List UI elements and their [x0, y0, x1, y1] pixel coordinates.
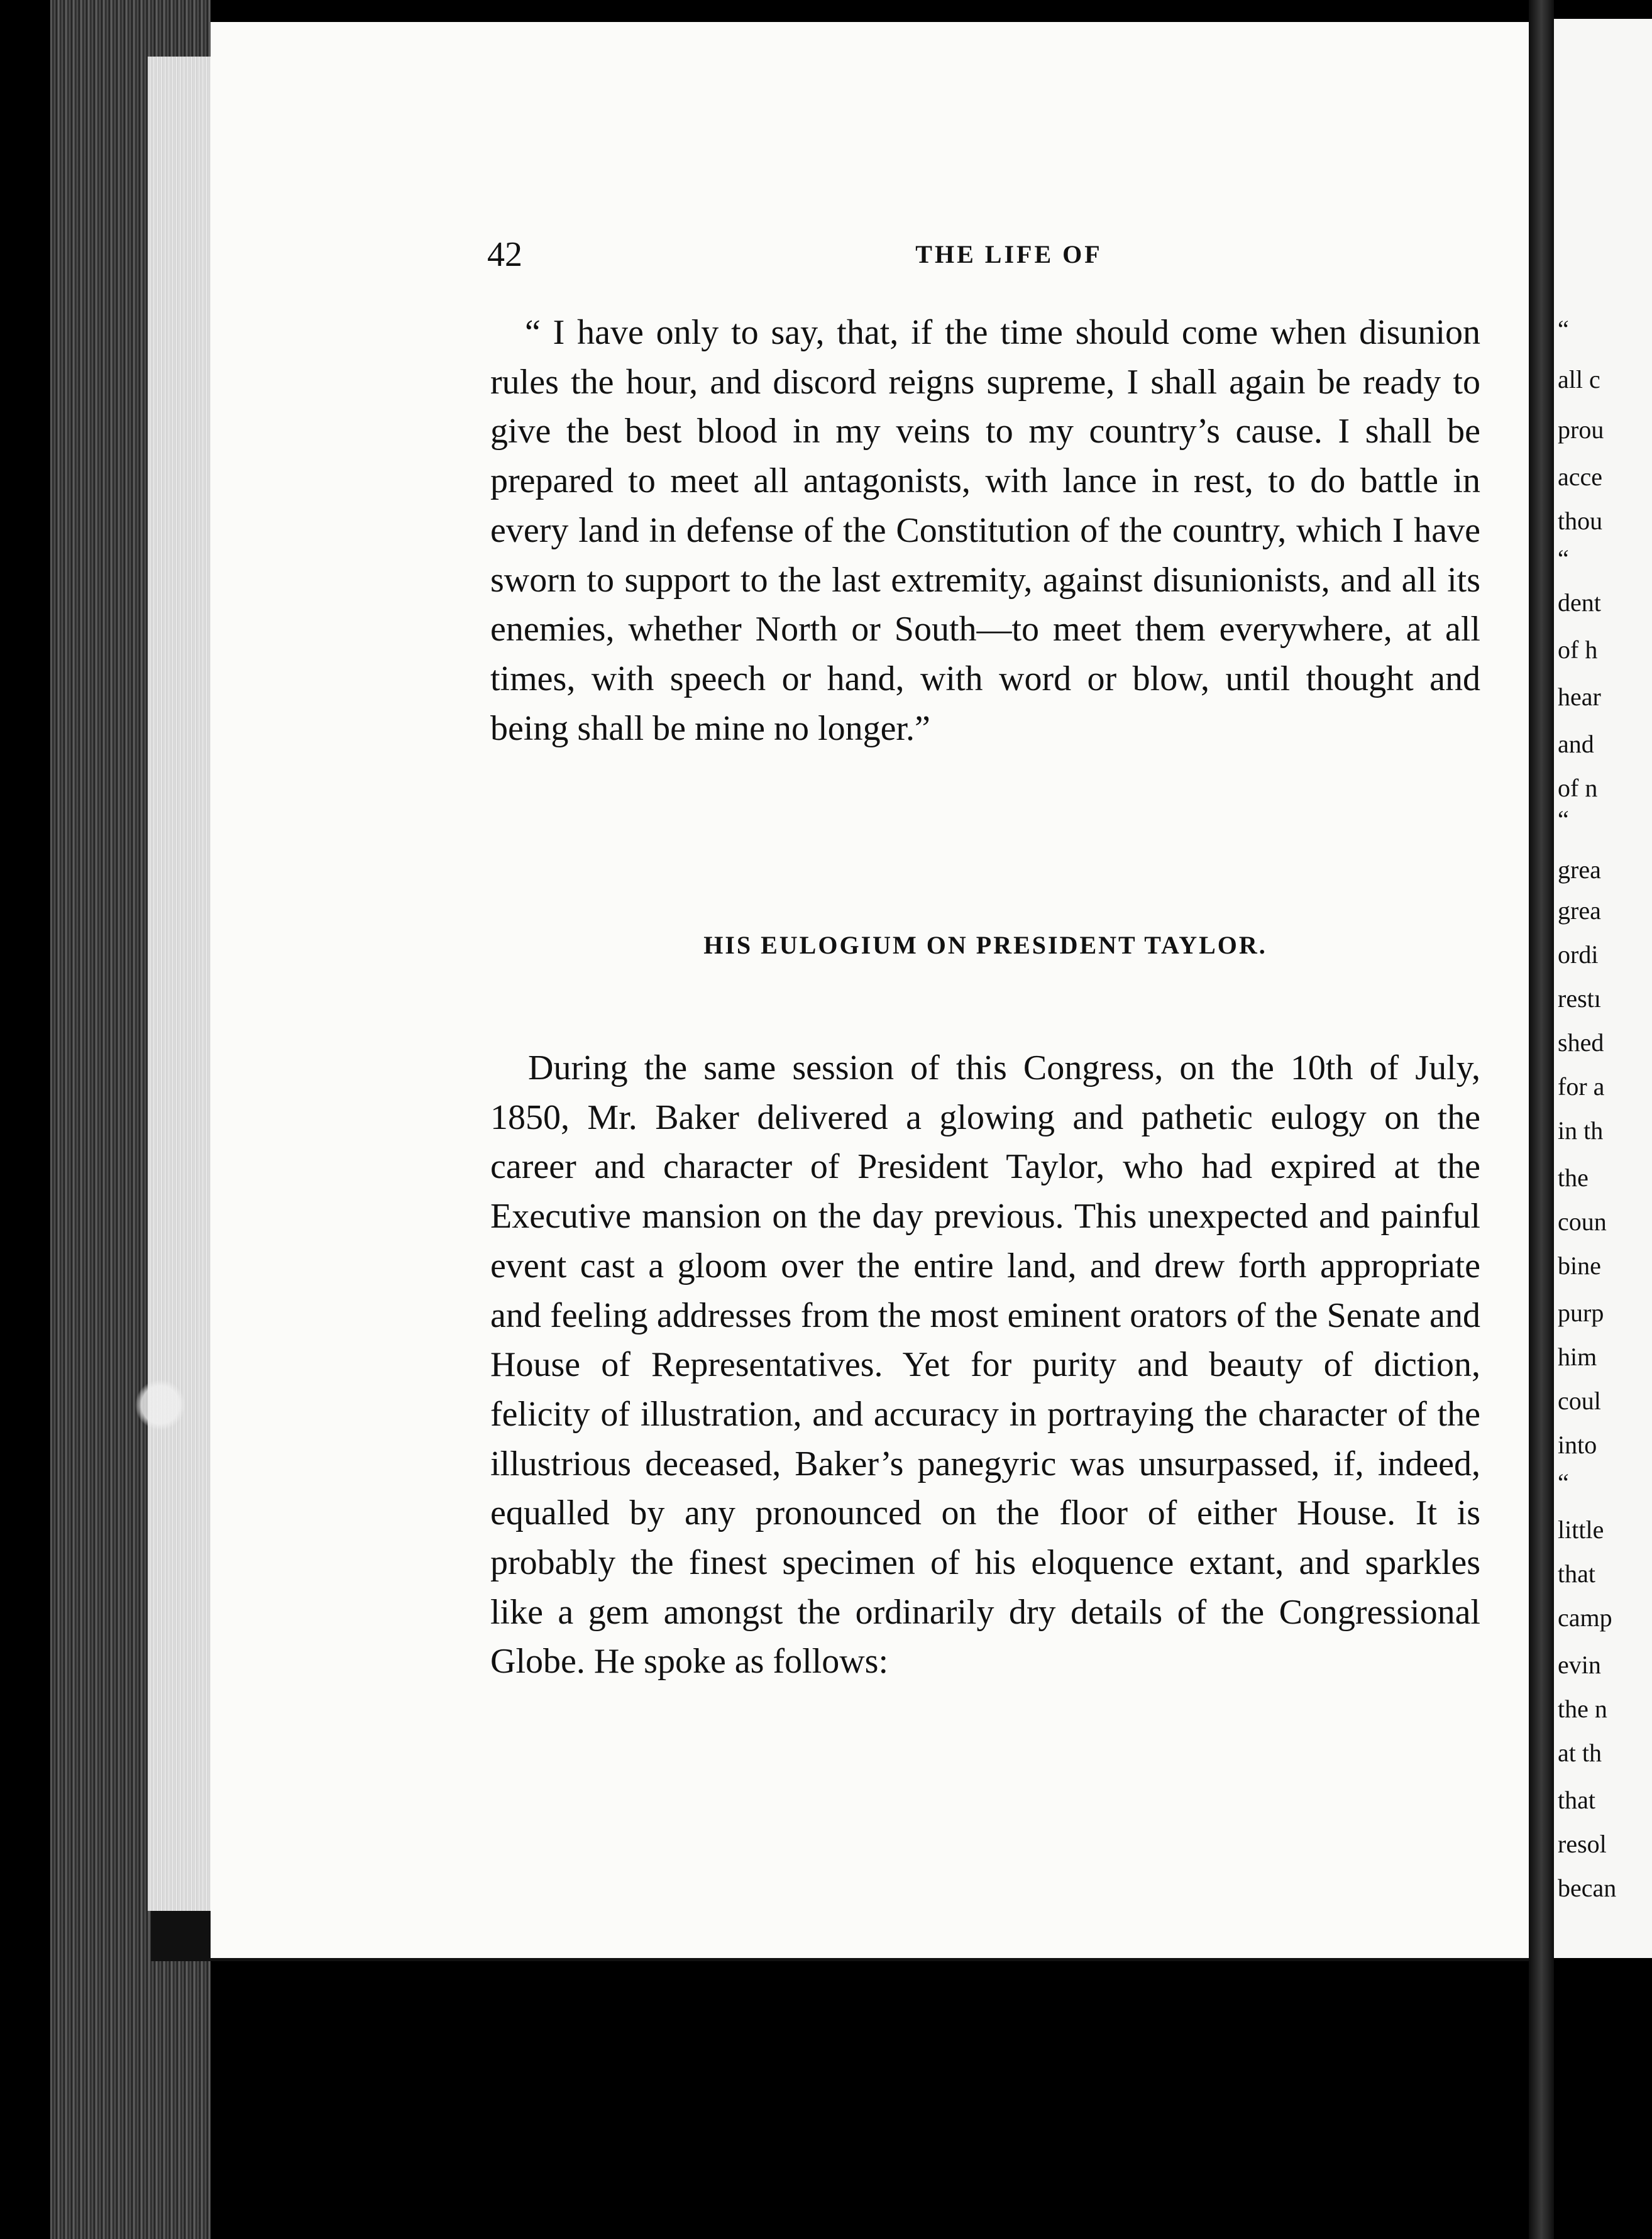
facing-page-fragment: restı	[1558, 984, 1601, 1013]
facing-page-fragment: that	[1558, 1560, 1595, 1588]
facing-page-fragment: that	[1558, 1786, 1595, 1814]
page-stack-edge	[148, 57, 211, 1911]
page-number: 42	[487, 235, 522, 274]
facing-page-fragment: grea	[1558, 896, 1601, 925]
facing-page-fragment: the n	[1558, 1695, 1607, 1723]
facing-page-fragment: ordi	[1558, 940, 1599, 969]
facing-page-fragment: “	[1558, 544, 1569, 573]
running-title: THE LIFE OF	[915, 240, 1103, 268]
facing-page-fragment: into	[1558, 1431, 1597, 1459]
facing-page-fragment: prou	[1558, 415, 1604, 444]
facing-page-fragment: and	[1558, 730, 1594, 758]
facing-page-fragment: of n	[1558, 774, 1598, 802]
facing-page-fragment: “	[1558, 315, 1569, 343]
facing-page-fragment: at th	[1558, 1739, 1602, 1767]
running-head	[487, 234, 1480, 278]
facing-page-fragment: little	[1558, 1516, 1604, 1544]
facing-page-fragment: all c	[1558, 365, 1600, 393]
quote-paragraph: “ I have only to say, that, if the time should come when disunion rules the hour, and discord reigns supreme, I shall again be ready to give the best blood in my veins to my country’s cause. I shall be prepared to meet all antagonists, with lance in rest, to do battle in every land in defense of the Constitution of the country, which I have sworn to support to the last extremity, against disunionists, and all its enemies, whether North or South—to meet them everywhere, at all times, with speech or hand, with word or blow, until thought and being shall be mine no longer.”	[490, 313, 1480, 748]
section-heading: HIS EULOGIUM ON PRESIDENT TAYLOR.	[703, 931, 1267, 959]
facing-page-fragment: dent	[1558, 588, 1601, 617]
facing-page-fragment: coul	[1558, 1387, 1601, 1415]
facing-page-fragment: for a	[1558, 1072, 1605, 1101]
facing-page-fragment: of h	[1558, 635, 1598, 664]
facing-page-fragment: evin	[1558, 1651, 1601, 1679]
binding-shadow	[0, 0, 50, 2239]
facing-page-fragment: resol	[1558, 1830, 1607, 1858]
facing-page-fragment: camp	[1558, 1604, 1612, 1632]
narrative-paragraph: During the same session of this Congress, on the 10th of July, 1850, Mr. Baker delivered a glowing and pathetic eulogy on the career and character of President Taylor, who had expired at the Executive mansion on the day previous. This unexpected and painful event cast a gloom over the entire land, and drew forth appropriate and feeling addresses from the most eminent orators of the Senate and House of Representatives. Yet for purity and beauty of diction, felicity of illustration, and accuracy in portraying the character of the illustrious deceased, Baker’s panegyric was unsurpassed, if, indeed, equalled by any pronounced on the floor of either House. It is probably the finest specimen of his eloquence extant, and sparkles like a gem amongst the ordinarily dry details of the Congressional Globe. He spoke as follows:	[490, 1048, 1480, 1681]
facing-page-fragment: becan	[1558, 1874, 1617, 1902]
facing-page-fragment: in th	[1558, 1116, 1604, 1145]
paper-damage-speck	[129, 1370, 192, 1439]
facing-page-fragment: grea	[1558, 855, 1601, 884]
facing-page-fragment: thou	[1558, 507, 1603, 535]
facing-page-fragment: “	[1558, 805, 1569, 833]
facing-page-fragment: him	[1558, 1343, 1597, 1371]
book-gutter	[1529, 0, 1554, 2239]
facing-page-fragment: hear	[1558, 683, 1601, 711]
facing-page	[1554, 19, 1652, 1958]
facing-page-fragment: bine	[1558, 1252, 1601, 1280]
facing-page-fragment: “	[1558, 1468, 1569, 1497]
facing-page-fragment: coun	[1558, 1208, 1607, 1236]
facing-page-fragment: the	[1558, 1164, 1589, 1192]
facing-page-fragment: purp	[1558, 1299, 1604, 1327]
facing-page-fragment: shed	[1558, 1028, 1604, 1057]
facing-page-fragment: acce	[1558, 463, 1603, 491]
